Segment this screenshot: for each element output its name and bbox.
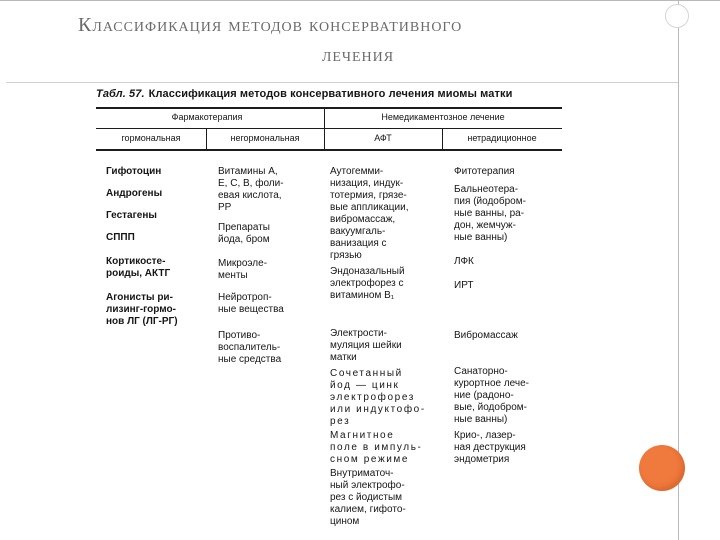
table-cell: Витамины А, Е, С, В, фоли- евая кислота, РР (218, 166, 284, 213)
table-cell: Аутогемми- низация, индук- тотермия, грязе- вые аппликации, вибромассаж, вакуумгаль- ванизация с грязью (330, 166, 409, 261)
table-cell: Эндоназальный электрофорез с витамином В₁ (330, 266, 405, 301)
table-cell: Фитотерапия (454, 166, 515, 177)
table-cell: Электрости- муляция шейки матки (330, 328, 402, 363)
table-cell: Андрогены (106, 188, 163, 199)
slide-top-border (0, 0, 720, 1)
rule-vertical-1 (206, 128, 207, 150)
table-cell: Внутриматоч- ный электрофо- рез с йодистым калием, гифото- цином (330, 468, 406, 527)
table-cell: Бальнеотера- пия (йодобром- ные ванны, ра- дон, жемчуж- ные ванны) (454, 184, 526, 243)
rule-vertical-3 (442, 128, 443, 150)
table-cell: Санаторно- курортное лече- ние (радоно- вые, йодобром- ные ванны) (454, 366, 530, 425)
table-cell: ЛФК (454, 256, 474, 267)
table-cell: Вибромассаж (454, 330, 518, 341)
rule-header-groups (96, 128, 562, 129)
table-cell: Магнитное поле в импуль- сном режиме (330, 430, 423, 465)
table-number: Табл. 57. (96, 88, 145, 100)
scanned-table (92, 84, 566, 530)
table-cell: Гестагены (106, 210, 157, 221)
corner-ring-decoration (665, 4, 689, 28)
orange-circle-decoration (639, 445, 685, 491)
subheader-aft: АФТ (374, 133, 392, 143)
title-divider (6, 82, 678, 83)
slide-title-line-2: лечения (321, 44, 395, 66)
table-cell: СППП (106, 232, 135, 243)
rule-header-bottom (96, 149, 562, 151)
table-cell: Сочетанный йод — цинк электрофорез или индуктофо- рез (330, 368, 426, 427)
rule-top (96, 107, 562, 109)
table-cell: Агонисты ри- лизинг-гормо- нов ЛГ (ЛГ-РГ) (106, 292, 178, 327)
table-caption (96, 88, 512, 100)
table-cell: Крио-, лазер- ная деструкция эндометрия (454, 430, 526, 465)
header-nondrug-treatment: Немедикаментозное лечение (381, 112, 505, 122)
table-cell: Микроэле- менты (218, 258, 268, 281)
table-caption-text: Классификация методов консервативного лечения миомы матки (148, 88, 513, 100)
table-cell: Кортикосте- роиды, АКТГ (106, 256, 171, 279)
subheader-nontraditional: нетрадиционное (467, 133, 537, 143)
subheader-hormonal: гормональная (121, 133, 181, 143)
table-cell: Противо- воспалитель- ные средства (218, 330, 282, 365)
slide-title (78, 10, 638, 70)
slide-title-line-1: Классификация методов консервативного (78, 14, 463, 36)
table-cell: Нейротроп- ные вещества (218, 292, 284, 315)
header-pharmacotherapy: Фармакотерапия (171, 112, 243, 122)
rule-vertical-2 (324, 107, 325, 150)
subheader-nonhormonal: негормональная (230, 133, 300, 143)
table-cell: ИРТ (454, 280, 474, 291)
table-cell: Гифотоцин (106, 166, 162, 177)
table-cell: Препараты йода, бром (218, 222, 270, 245)
